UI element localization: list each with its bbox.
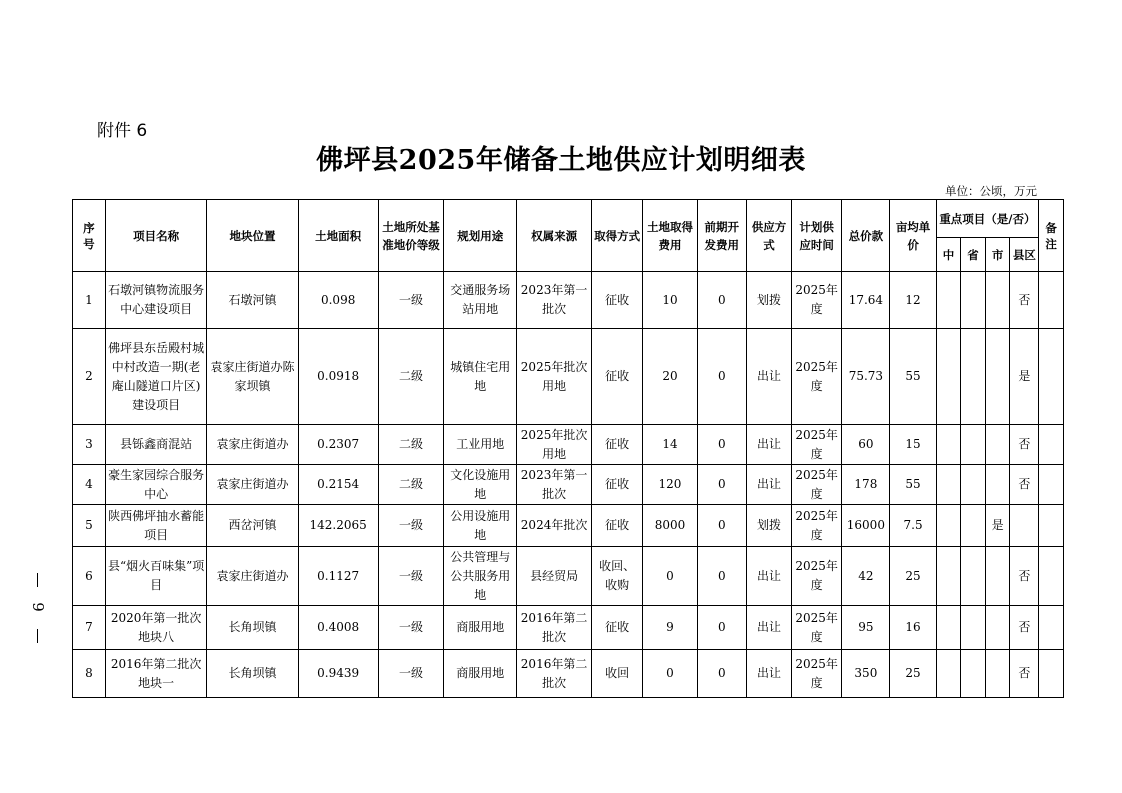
- page-number-dash-bottom: [37, 629, 38, 643]
- cell-remark: [1039, 650, 1064, 698]
- cell-key-province: [961, 505, 986, 547]
- cell-supply-mode: 出让: [746, 606, 791, 650]
- cell-supply-mode: 出让: [746, 465, 791, 505]
- cell-name: 2016年第二批次地块一: [105, 650, 207, 698]
- cell-unit-price: 25: [890, 650, 936, 698]
- cell-remark: [1039, 465, 1064, 505]
- cell-acquire: 征收: [592, 465, 643, 505]
- cell-use: 公用设施用地: [444, 505, 517, 547]
- table-row: [73, 650, 1064, 698]
- cell-supply-mode: 出让: [746, 650, 791, 698]
- cell-total-price: 95: [842, 606, 890, 650]
- cell-unit-price: 7.5: [890, 505, 936, 547]
- cell-plan-time: 2025年度: [792, 465, 842, 505]
- cell-seq: 3: [73, 425, 106, 465]
- cell-key-province: [961, 650, 986, 698]
- table-row: [73, 272, 1064, 329]
- table-row: [73, 465, 1064, 505]
- cell-key-county: 否: [1010, 465, 1039, 505]
- cell-total-price: 17.64: [842, 272, 890, 329]
- cell-dev-cost: 0: [697, 425, 746, 465]
- cell-grade: 一级: [378, 547, 444, 606]
- header-dev-cost: 前期开发费用: [697, 200, 746, 272]
- cell-acquire-cost: 120: [643, 465, 697, 505]
- cell-use: 文化设施用地: [444, 465, 517, 505]
- cell-area: 0.098: [298, 272, 378, 329]
- cell-grade: 一级: [378, 606, 444, 650]
- cell-plan-time: 2025年度: [792, 425, 842, 465]
- header-seq: 序号: [73, 200, 106, 272]
- cell-source: 2023年第一批次: [517, 465, 592, 505]
- cell-area: 0.1127: [298, 547, 378, 606]
- land-supply-table: [72, 199, 1064, 698]
- cell-acquire-cost: 10: [643, 272, 697, 329]
- cell-location: 石墩河镇: [207, 272, 298, 329]
- cell-unit-price: 55: [890, 465, 936, 505]
- cell-acquire: 征收: [592, 606, 643, 650]
- header-grade: 土地所处基准地价等级: [378, 200, 444, 272]
- cell-plan-time: 2025年度: [792, 272, 842, 329]
- cell-unit-price: 16: [890, 606, 936, 650]
- cell-key-central: [936, 606, 961, 650]
- cell-name: 佛坪县东岳殿村城中村改造一期(老庵山隧道口片区)建设项目: [105, 329, 207, 425]
- cell-use: 商服用地: [444, 606, 517, 650]
- cell-area: 0.9439: [298, 650, 378, 698]
- header-remark: 备注: [1039, 200, 1064, 272]
- cell-dev-cost: 0: [697, 606, 746, 650]
- cell-acquire: 征收: [592, 329, 643, 425]
- cell-seq: 2: [73, 329, 106, 425]
- cell-grade: 一级: [378, 505, 444, 547]
- cell-seq: 6: [73, 547, 106, 606]
- cell-key-central: [936, 272, 961, 329]
- cell-unit-price: 55: [890, 329, 936, 425]
- cell-key-county: 否: [1010, 547, 1039, 606]
- header-key-central: 中: [936, 238, 961, 272]
- cell-name: 县“烟火百味集”项目: [105, 547, 207, 606]
- cell-total-price: 75.73: [842, 329, 890, 425]
- cell-acquire-cost: 8000: [643, 505, 697, 547]
- header-acquire: 取得方式: [592, 200, 643, 272]
- cell-use: 交通服务场站用地: [444, 272, 517, 329]
- table-row: [73, 606, 1064, 650]
- cell-key-city: [985, 606, 1010, 650]
- cell-key-province: [961, 547, 986, 606]
- header-supply-mode: 供应方式: [746, 200, 791, 272]
- cell-location: 长角坝镇: [207, 606, 298, 650]
- cell-dev-cost: 0: [697, 329, 746, 425]
- cell-key-county: 否: [1010, 606, 1039, 650]
- cell-key-province: [961, 465, 986, 505]
- table-row: [73, 505, 1064, 547]
- cell-name: 豪生家园综合服务中心: [105, 465, 207, 505]
- cell-remark: [1039, 505, 1064, 547]
- cell-source: 2016年第二批次: [517, 606, 592, 650]
- cell-unit-price: 12: [890, 272, 936, 329]
- cell-source: 2025年批次用地: [517, 425, 592, 465]
- unit-note: 单位：公顷，万元: [945, 184, 1037, 198]
- cell-total-price: 178: [842, 465, 890, 505]
- cell-acquire-cost: 0: [643, 650, 697, 698]
- header-use: 规划用途: [444, 200, 517, 272]
- cell-total-price: 42: [842, 547, 890, 606]
- cell-key-city: [985, 425, 1010, 465]
- cell-plan-time: 2025年度: [792, 329, 842, 425]
- cell-unit-price: 15: [890, 425, 936, 465]
- cell-key-county: 否: [1010, 650, 1039, 698]
- page-title: 佛坪县2025年储备土地供应计划明细表: [316, 145, 806, 176]
- cell-key-city: 是: [985, 505, 1010, 547]
- cell-plan-time: 2025年度: [792, 606, 842, 650]
- cell-dev-cost: 0: [697, 465, 746, 505]
- cell-location: 长角坝镇: [207, 650, 298, 698]
- header-area: 土地面积: [298, 200, 378, 272]
- cell-supply-mode: 出让: [746, 547, 791, 606]
- cell-source: 2016年第二批次: [517, 650, 592, 698]
- page-number-text: 9: [29, 602, 47, 612]
- cell-seq: 7: [73, 606, 106, 650]
- header-key-city: 市: [985, 238, 1010, 272]
- cell-use: 公共管理与公共服务用地: [444, 547, 517, 606]
- page-number: [26, 573, 50, 643]
- cell-key-central: [936, 465, 961, 505]
- cell-unit-price: 25: [890, 547, 936, 606]
- cell-grade: 一级: [378, 650, 444, 698]
- cell-name: 石墩河镇物流服务中心建设项目: [105, 272, 207, 329]
- cell-area: 0.0918: [298, 329, 378, 425]
- cell-key-province: [961, 425, 986, 465]
- cell-key-city: [985, 465, 1010, 505]
- header-acquire-cost: 土地取得费用: [643, 200, 697, 272]
- cell-seq: 4: [73, 465, 106, 505]
- cell-seq: 8: [73, 650, 106, 698]
- header-key-county: 县区: [1010, 238, 1039, 272]
- cell-location: 袁家庄街道办: [207, 465, 298, 505]
- cell-key-central: [936, 425, 961, 465]
- cell-area: 0.4008: [298, 606, 378, 650]
- table-row: [73, 329, 1064, 425]
- header-total-price: 总价款: [842, 200, 890, 272]
- header-source: 权属来源: [517, 200, 592, 272]
- cell-dev-cost: 0: [697, 547, 746, 606]
- attachment-label: 附件 6: [97, 121, 148, 141]
- header-key-project: 重点项目（是/否）: [936, 200, 1039, 238]
- cell-key-city: [985, 272, 1010, 329]
- cell-plan-time: 2025年度: [792, 505, 842, 547]
- cell-use: 工业用地: [444, 425, 517, 465]
- cell-location: 西岔河镇: [207, 505, 298, 547]
- cell-supply-mode: 出让: [746, 329, 791, 425]
- cell-key-province: [961, 272, 986, 329]
- cell-source: 2024年批次: [517, 505, 592, 547]
- cell-area: 142.2065: [298, 505, 378, 547]
- cell-area: 0.2154: [298, 465, 378, 505]
- cell-source: 2023年第一批次: [517, 272, 592, 329]
- cell-use: 商服用地: [444, 650, 517, 698]
- cell-source: 县经贸局: [517, 547, 592, 606]
- cell-name: 陕西佛坪抽水蓄能项目: [105, 505, 207, 547]
- cell-grade: 二级: [378, 465, 444, 505]
- cell-acquire-cost: 20: [643, 329, 697, 425]
- cell-source: 2025年批次用地: [517, 329, 592, 425]
- cell-acquire: 征收: [592, 272, 643, 329]
- table-row: [73, 425, 1064, 465]
- cell-total-price: 16000: [842, 505, 890, 547]
- cell-seq: 5: [73, 505, 106, 547]
- table-row: [73, 547, 1064, 606]
- cell-key-county: 否: [1010, 272, 1039, 329]
- header-location: 地块位置: [207, 200, 298, 272]
- cell-grade: 二级: [378, 329, 444, 425]
- cell-use: 城镇住宅用地: [444, 329, 517, 425]
- cell-plan-time: 2025年度: [792, 547, 842, 606]
- cell-acquire-cost: 14: [643, 425, 697, 465]
- cell-key-city: [985, 329, 1010, 425]
- cell-key-province: [961, 329, 986, 425]
- cell-supply-mode: 划拨: [746, 272, 791, 329]
- cell-name: 2020年第一批次地块八: [105, 606, 207, 650]
- cell-area: 0.2307: [298, 425, 378, 465]
- cell-key-county: 是: [1010, 329, 1039, 425]
- cell-acquire-cost: 9: [643, 606, 697, 650]
- cell-location: 袁家庄街道办: [207, 547, 298, 606]
- cell-key-central: [936, 329, 961, 425]
- cell-dev-cost: 0: [697, 272, 746, 329]
- cell-total-price: 350: [842, 650, 890, 698]
- cell-supply-mode: 出让: [746, 425, 791, 465]
- cell-name: 县铄鑫商混站: [105, 425, 207, 465]
- cell-seq: 1: [73, 272, 106, 329]
- cell-supply-mode: 划拨: [746, 505, 791, 547]
- cell-plan-time: 2025年度: [792, 650, 842, 698]
- cell-grade: 二级: [378, 425, 444, 465]
- cell-acquire-cost: 0: [643, 547, 697, 606]
- cell-key-county: [1010, 505, 1039, 547]
- cell-dev-cost: 0: [697, 650, 746, 698]
- cell-key-province: [961, 606, 986, 650]
- cell-key-central: [936, 505, 961, 547]
- cell-remark: [1039, 329, 1064, 425]
- cell-location: 袁家庄街道办陈家坝镇: [207, 329, 298, 425]
- cell-key-central: [936, 650, 961, 698]
- cell-location: 袁家庄街道办: [207, 425, 298, 465]
- cell-acquire: 征收: [592, 505, 643, 547]
- cell-remark: [1039, 425, 1064, 465]
- cell-total-price: 60: [842, 425, 890, 465]
- cell-key-central: [936, 547, 961, 606]
- header-name: 项目名称: [105, 200, 207, 272]
- header-plan-time: 计划供应时间: [792, 200, 842, 272]
- cell-dev-cost: 0: [697, 505, 746, 547]
- cell-key-city: [985, 547, 1010, 606]
- page-number-dash-top: [37, 573, 38, 587]
- cell-key-county: 否: [1010, 425, 1039, 465]
- table-header-row-1: [73, 200, 1064, 238]
- header-unit-price: 亩均单价: [890, 200, 936, 272]
- cell-grade: 一级: [378, 272, 444, 329]
- cell-remark: [1039, 547, 1064, 606]
- cell-remark: [1039, 606, 1064, 650]
- cell-remark: [1039, 272, 1064, 329]
- cell-acquire: 征收: [592, 425, 643, 465]
- cell-acquire: 收回: [592, 650, 643, 698]
- cell-acquire: 收回、收购: [592, 547, 643, 606]
- header-key-province: 省: [961, 238, 986, 272]
- cell-key-city: [985, 650, 1010, 698]
